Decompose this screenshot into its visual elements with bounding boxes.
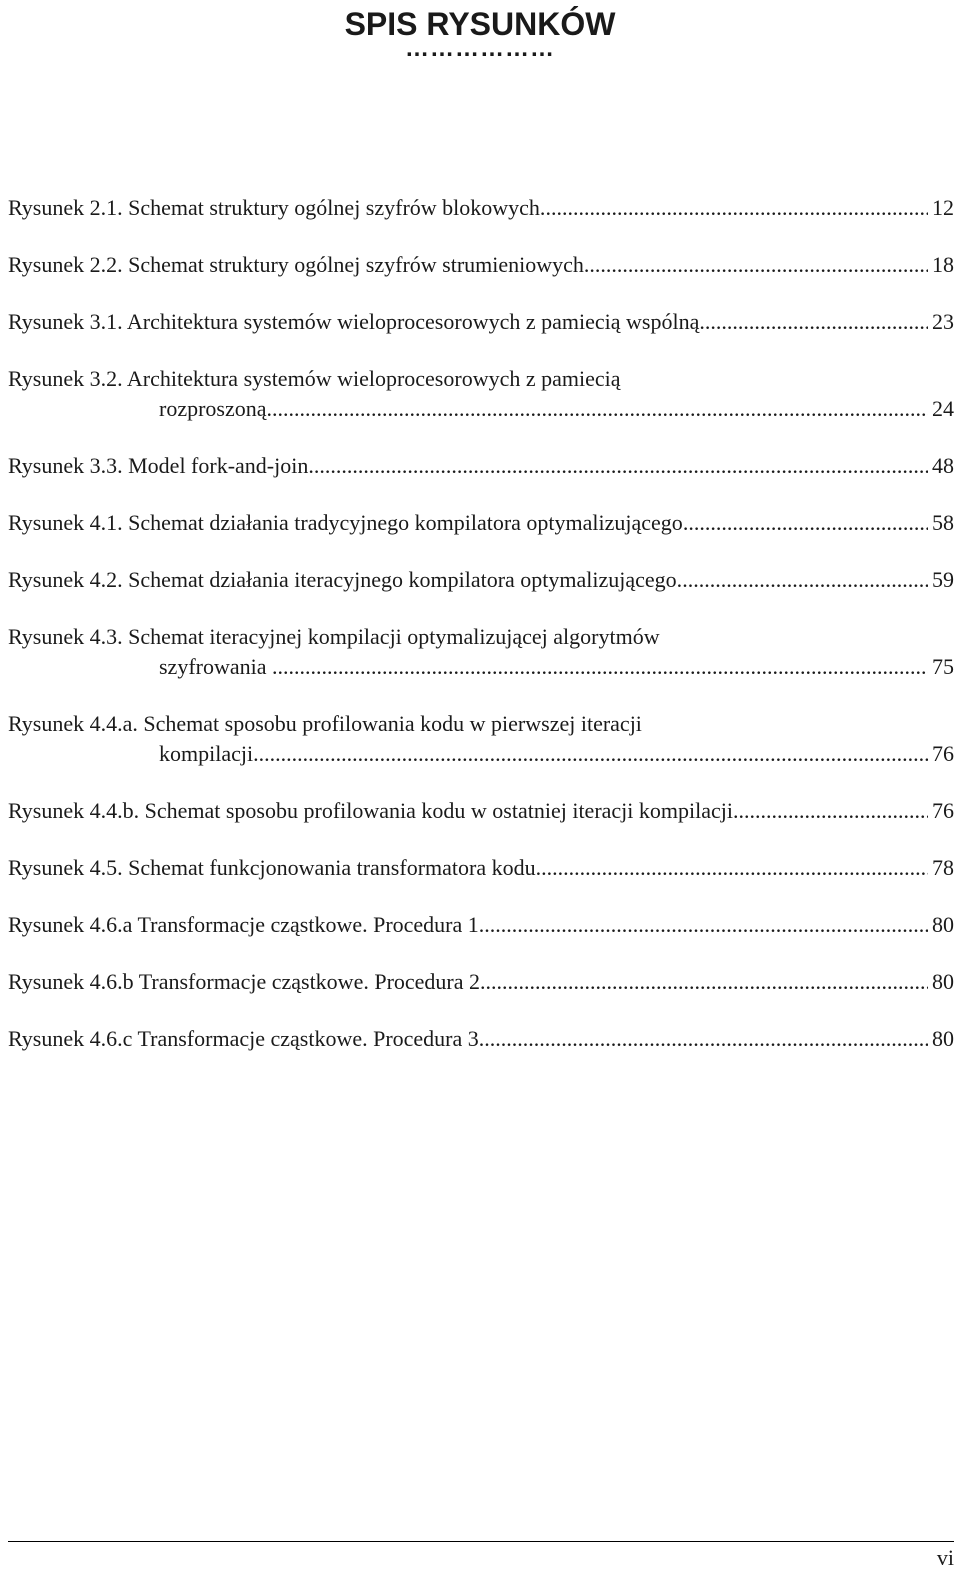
dot-leader <box>486 967 928 997</box>
toc-entry[interactable] <box>8 796 954 826</box>
entry-title-line <box>8 565 954 595</box>
entry-continuation-line <box>8 739 954 769</box>
entry-page-number: 80 <box>932 969 954 994</box>
dot-leader <box>541 853 928 883</box>
entry-label: Rysunek 3.1. Architektura systemów wieloprocesorowych z pamiecią wspólną. <box>8 309 705 334</box>
toc-entry[interactable] <box>8 910 954 940</box>
entry-title-line <box>8 709 954 739</box>
entry-label: Rysunek 4.6.b Transformacje cząstkowe. Procedura 2. <box>8 969 486 994</box>
entry-label: Rysunek 4.6.a Transformacje cząstkowe. Procedura 1. <box>8 912 485 937</box>
entry-page-number: 23 <box>932 309 954 334</box>
toc-entry[interactable] <box>8 364 954 424</box>
dot-leader <box>272 394 928 424</box>
entry-label: Rysunek 4.2. Schemat działania iteracyjnego kompilatora optymalizującego. <box>8 567 683 592</box>
list-of-figures <box>8 193 954 1081</box>
entry-label: Rysunek 3.2. Architektura systemów wieloprocesorowych z pamiecią <box>8 366 621 391</box>
entry-label: Rysunek 4.5. Schemat funkcjonowania transformatora kodu. <box>8 855 542 880</box>
entry-page-number: 76 <box>932 741 954 766</box>
page-number-footer: vi <box>936 1545 954 1570</box>
entry-title-line <box>8 796 954 826</box>
entry-label-continuation: szyfrowania . <box>159 654 278 679</box>
entry-page-number: 48 <box>932 453 954 478</box>
title-ornament: ……………… <box>405 35 555 62</box>
entry-label: Rysunek 2.2. Schemat struktury ogólnej szyfrów strumieniowych. <box>8 252 590 277</box>
toc-entry[interactable] <box>8 250 954 280</box>
toc-entry[interactable] <box>8 709 954 769</box>
entry-label: Rysunek 4.3. Schemat iteracyjnej kompilacji optymalizującej algorytmów <box>8 624 660 649</box>
dot-leader <box>308 451 928 481</box>
entry-label-continuation: kompilacji <box>159 741 254 766</box>
entry-title-line <box>8 508 954 538</box>
dot-leader <box>733 796 928 826</box>
entry-page-number: 75 <box>932 654 954 679</box>
dot-leader <box>484 1024 928 1054</box>
toc-entry[interactable] <box>8 508 954 538</box>
entry-title-line <box>8 622 954 652</box>
entry-title-line <box>8 1024 954 1054</box>
toc-entry[interactable] <box>8 193 954 223</box>
dot-leader <box>589 250 928 280</box>
dot-leader <box>705 307 928 337</box>
entry-title-line <box>8 451 954 481</box>
entry-label: Rysunek 2.1. Schemat struktury ogólnej szyfrów blokowych. <box>8 195 546 220</box>
toc-entry[interactable] <box>8 1024 954 1054</box>
entry-page-number: 78 <box>932 855 954 880</box>
entry-page-number: 12 <box>932 195 954 220</box>
entry-label: Rysunek 3.3. Model fork-and-join <box>8 453 309 478</box>
entry-label: Rysunek 4.6.c Transformacje cząstkowe. Procedura 3. <box>8 1026 485 1051</box>
toc-entry[interactable] <box>8 967 954 997</box>
entry-label: Rysunek 4.4.b. Schemat sposobu profilowania kodu w ostatniej iteracji kompilacji <box>8 798 733 823</box>
dot-leader <box>683 508 928 538</box>
entry-label-continuation: rozproszoną. <box>159 396 273 421</box>
entry-page-number: 76 <box>932 798 954 823</box>
page-title: SPIS RYSUNKÓW <box>344 6 616 42</box>
toc-entry[interactable] <box>8 307 954 337</box>
entry-page-number: 24 <box>932 396 954 421</box>
entry-title-line <box>8 853 954 883</box>
dot-leader <box>278 652 928 682</box>
toc-entry[interactable] <box>8 565 954 595</box>
dot-leader <box>545 193 928 223</box>
entry-continuation-line <box>8 652 954 682</box>
entry-title-line <box>8 364 954 394</box>
entry-title-line <box>8 250 954 280</box>
entry-label: Rysunek 4.1. Schemat działania tradycyjnego kompilatora optymalizującego <box>8 510 683 535</box>
entry-title-line <box>8 910 954 940</box>
dot-leader <box>682 565 928 595</box>
toc-entry[interactable] <box>8 451 954 481</box>
entry-label: Rysunek 4.4.a. Schemat sposobu profilowania kodu w pierwszej iteracji <box>8 711 642 736</box>
entry-title-line <box>8 193 954 223</box>
entry-continuation-line <box>8 394 954 424</box>
entry-title-line <box>8 967 954 997</box>
entry-title-line <box>8 307 954 337</box>
entry-page-number: 80 <box>932 1026 954 1051</box>
entry-page-number: 80 <box>932 912 954 937</box>
entry-page-number: 58 <box>932 510 954 535</box>
dot-leader <box>484 910 928 940</box>
entry-page-number: 59 <box>932 567 954 592</box>
dot-leader <box>253 739 928 769</box>
toc-entry[interactable] <box>8 622 954 682</box>
footer-divider <box>8 1541 954 1542</box>
toc-entry[interactable] <box>8 853 954 883</box>
entry-page-number: 18 <box>932 252 954 277</box>
